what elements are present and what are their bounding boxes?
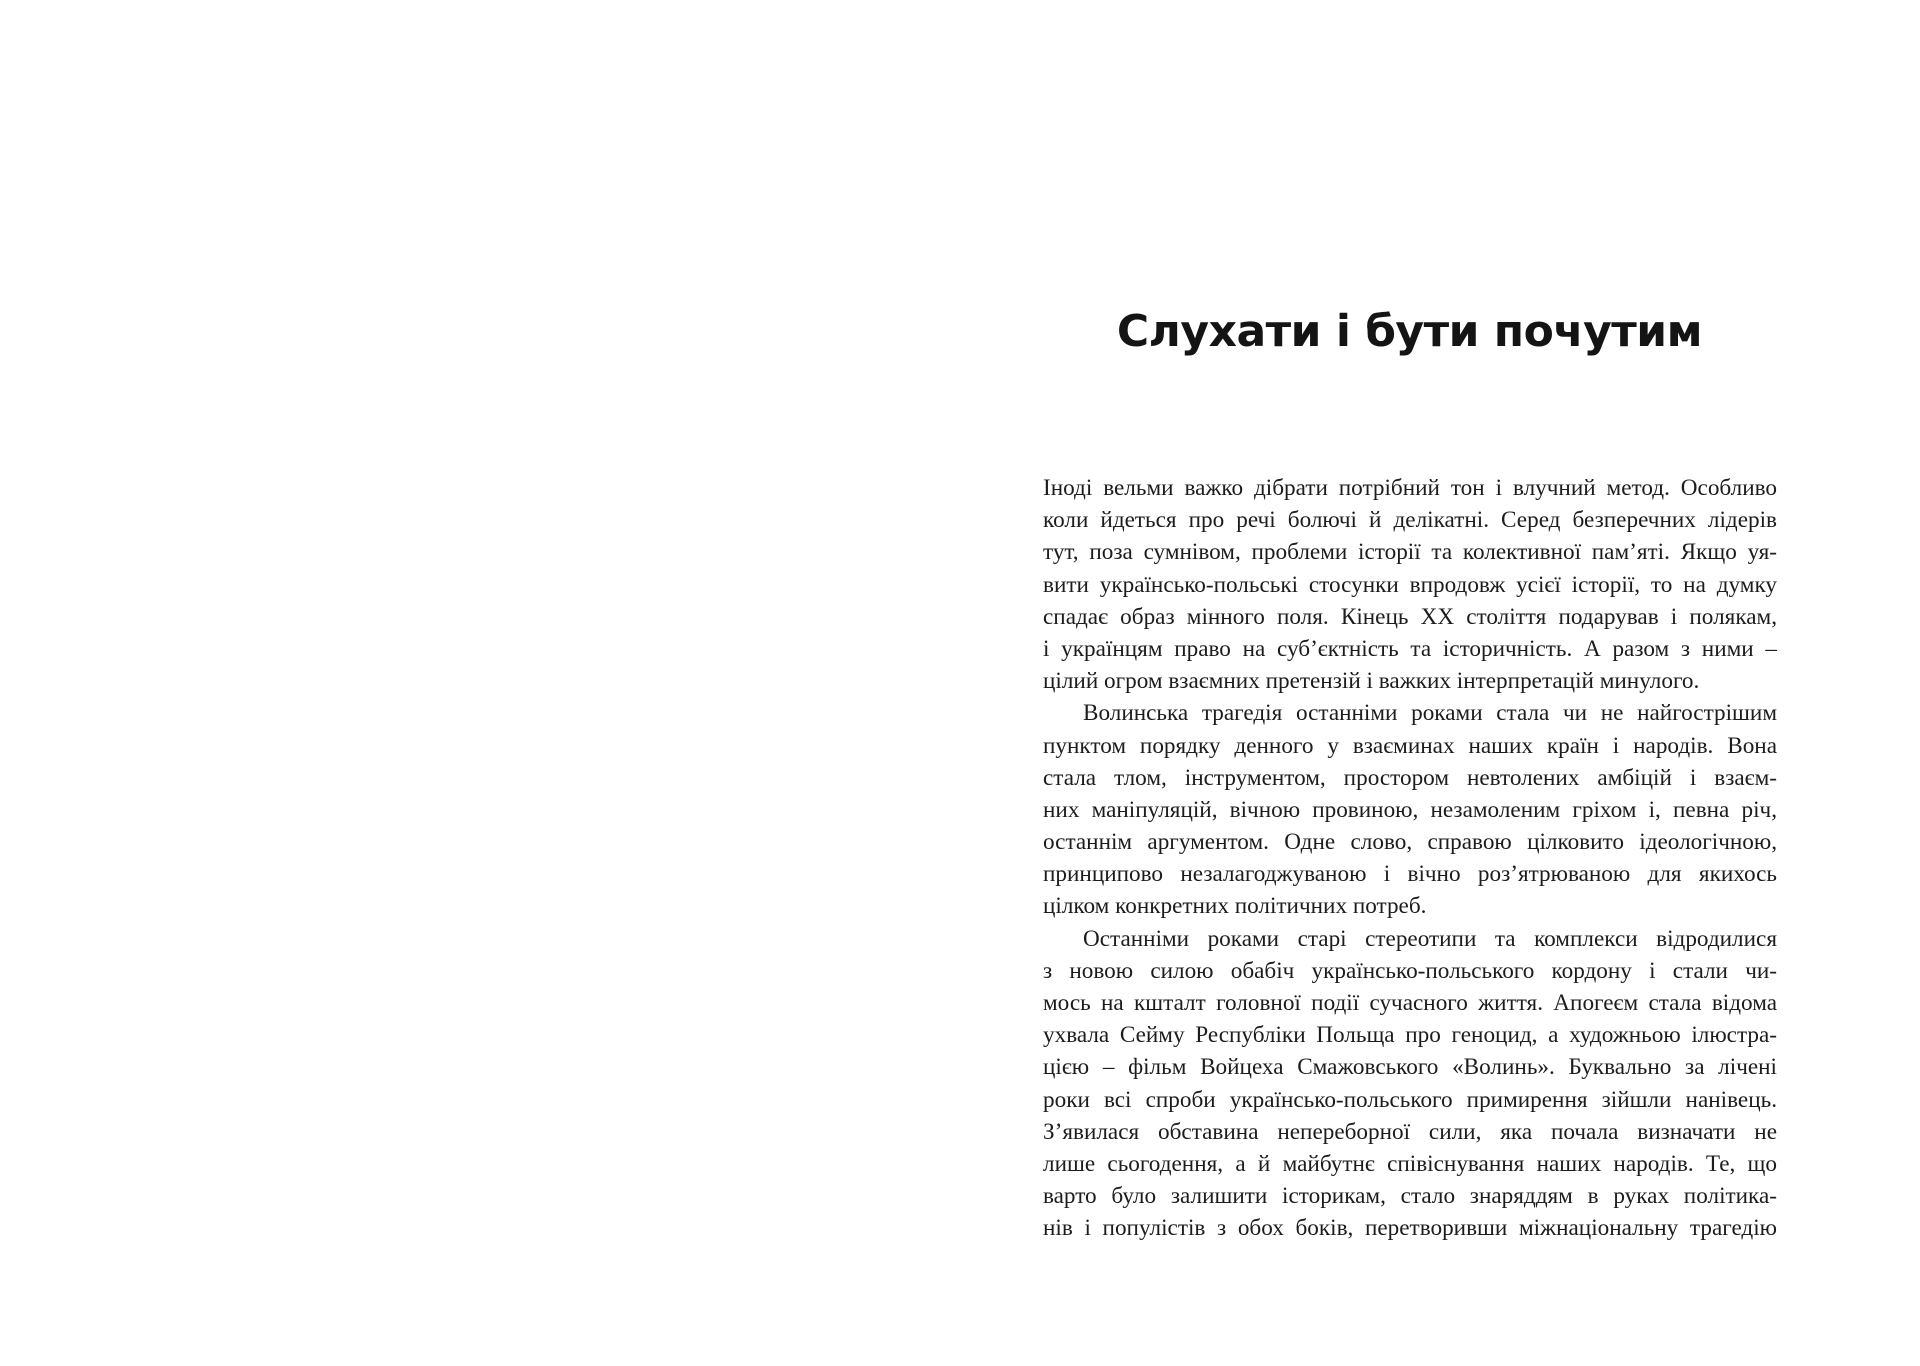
text-line: і українцям право на суб’єктність та історичність. А разом з ними – <box>1043 635 1777 662</box>
text-line: варто було залишити історикам, стало знаряддям в руках політика- <box>1043 1183 1777 1210</box>
text-line: вити українсько-польські стосунки впродовж усієї історії, то на думку <box>1043 571 1777 598</box>
text-line: Іноді вельми важко дібрати потрібний тон і влучний метод. Особливо <box>1043 475 1777 501</box>
text-line: з новою силою обабіч українсько-польського кордону і стали чи- <box>1043 957 1777 984</box>
text-line: нів і популістів з обох боків, перетворивши міжнаціональну трагедію <box>1043 1215 1777 1242</box>
text-line: З’явилася обставина непереборної сили, яка почала визначати не <box>1043 1118 1777 1145</box>
paragraph-3 <box>1043 923 1777 1245</box>
paragraph-2 <box>1043 697 1777 922</box>
text-line: лише сьогодення, а й майбутнє співіснування наших народів. Те, що <box>1043 1150 1777 1177</box>
paragraph-1 <box>1043 472 1777 697</box>
text-line: мось на кшталт головної події сучасного життя. Апогеєм стала відома <box>1043 990 1777 1016</box>
text-line: роки всі спроби українсько-польського примирення зійшли нанівець. <box>1043 1086 1777 1113</box>
text-line: пунктом порядку денного у взаєминах наших країн і народів. Вона <box>1043 732 1777 759</box>
text-line: них маніпуляцій, вічною провиною, незамоленим гріхом і, певна річ, <box>1043 796 1777 823</box>
text-line: цією – фільм Войцеха Смажовського «Волинь». Буквально за лічені <box>1043 1054 1777 1081</box>
chapter-title: Слухати і бути почутим <box>1116 306 1703 357</box>
text-line: коли йдеться про речі болючі й делікатні. Серед безперечних лідерів <box>1043 507 1777 534</box>
text-line: тут, поза сумнівом, проблеми історії та колективної пам’яті. Якщо уя- <box>1043 539 1777 566</box>
text-line: принципово незалагоджуваною і вічно роз’ятрюваною для якихось <box>1043 861 1777 888</box>
text-line: Останніми роками старі стереотипи та комплекси відродилися <box>1083 925 1777 952</box>
text-line: цілком конкретних політичних потреб. <box>1043 893 1427 920</box>
text-line: цілий огром взаємних претензій і важких інтерпретацій минулого. <box>1043 668 1700 695</box>
body-text <box>1043 472 1777 1245</box>
text-line: Волинська трагедія останніми роками стала чи не найгострішим <box>1083 700 1777 727</box>
right-page <box>960 0 1920 1366</box>
text-line: спадає образ мінного поля. Кінець XX століття подарував і полякам, <box>1043 603 1777 630</box>
text-line: останнім аргументом. Одне слово, справою цілковито ідеологічною, <box>1043 829 1777 856</box>
text-line: стала тлом, інструментом, простором невтолених амбіцій і взаєм- <box>1043 764 1777 791</box>
text-line: ухвала Сейму Республіки Польща про геноцид, а художньою ілюстра- <box>1043 1022 1777 1049</box>
